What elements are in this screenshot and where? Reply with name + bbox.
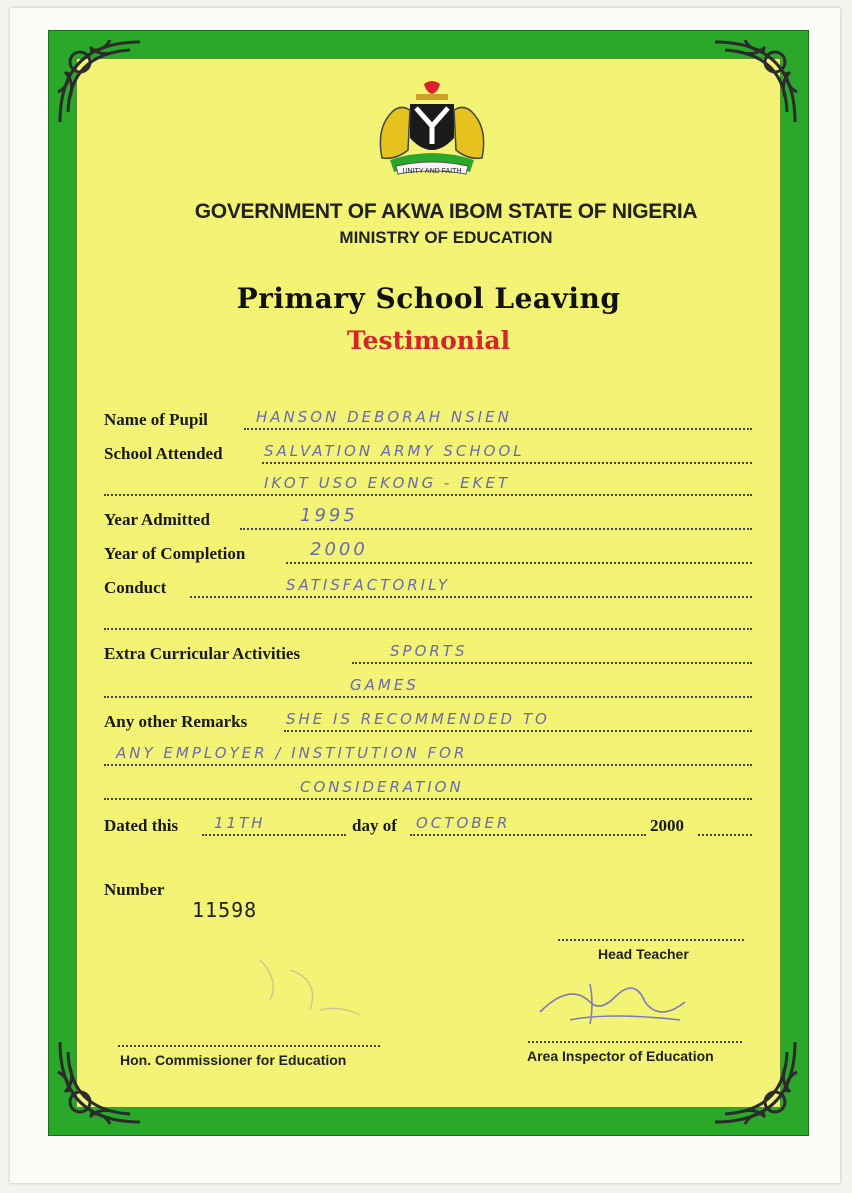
field-dated (104, 812, 752, 838)
field-label: Dated this (104, 816, 179, 835)
field-value: SALVATION ARMY SCHOOL (264, 442, 525, 460)
field-label: School Attended (104, 444, 223, 463)
crest-motto: UNITY AND FAITH (402, 168, 462, 175)
certificate-subtitle: Testimonial (346, 326, 511, 355)
field-other-remarks (104, 708, 752, 734)
field-value: SATISFACTORILY (286, 576, 451, 594)
field-dotted-line (286, 561, 752, 564)
ornament-bottom-right-icon (705, 1032, 805, 1132)
field-conduct-line-2 (104, 606, 752, 632)
field-year-of-completion (104, 540, 752, 566)
ornament-top-left-icon (50, 32, 150, 132)
field-label: Any other Remarks (104, 712, 248, 731)
field-label: Extra Curricular Activities (104, 644, 301, 663)
field-extra-curricular-line-2 (104, 674, 752, 700)
field-dotted-line (410, 833, 646, 836)
commissioner-label: Hon. Commissioner for Education (120, 1052, 347, 1068)
field-dotted-line (104, 797, 752, 800)
field-dotted-line (104, 695, 752, 698)
field-value: OCTOBER (416, 814, 511, 832)
field-name-of-pupil (104, 406, 752, 432)
field-dotted-line (202, 833, 346, 836)
field-dotted-line (284, 729, 752, 732)
ministry-title: MINISTRY OF EDUCATION (339, 228, 553, 247)
field-dotted-line (352, 661, 752, 664)
field-value-year: 2000 (650, 816, 684, 835)
field-value: 1995 (300, 505, 358, 526)
area-inspector-label: Area Inspector of Education (527, 1048, 714, 1064)
field-dotted-line (104, 493, 752, 496)
field-dotted-line (190, 595, 752, 598)
field-value: 2000 (310, 539, 368, 560)
head-teacher-label: Head Teacher (598, 946, 689, 962)
field-dotted-line (244, 427, 752, 430)
field-dotted-line (104, 627, 752, 630)
commissioner-faint-stamp-icon (230, 950, 380, 1030)
field-value: HANSON DEBORAH NSIEN (256, 408, 512, 426)
ornament-bottom-left-icon (50, 1032, 150, 1132)
field-value: CONSIDERATION (300, 778, 464, 796)
field-dotted-line (262, 461, 752, 464)
field-value: 11TH (214, 814, 266, 832)
field-year-admitted (104, 506, 752, 532)
field-value: GAMES (350, 676, 419, 694)
field-label: Conduct (104, 578, 167, 597)
field-label: Year Admitted (104, 510, 210, 529)
field-other-remarks-line-3 (104, 776, 752, 802)
field-conduct (104, 574, 752, 600)
field-label: Name of Pupil (104, 410, 208, 429)
field-school-attended-line-2 (104, 472, 752, 498)
field-value: ANY EMPLOYER / INSTITUTION FOR (116, 744, 468, 762)
field-other-remarks-line-2 (104, 742, 752, 768)
inspector-signature-icon (530, 972, 700, 1034)
number-value: 11598 (192, 898, 258, 922)
field-value: SPORTS (390, 642, 468, 660)
field-label: day of (352, 816, 397, 835)
inspector-signature-line (528, 1040, 742, 1043)
ornament-top-right-icon (705, 32, 805, 132)
field-value: IKOT USO EKONG - EKET (264, 474, 511, 492)
commissioner-signature-line (118, 1044, 380, 1047)
head-teacher-signature-line (558, 938, 744, 941)
field-school-attended (104, 440, 752, 466)
field-extra-curricular (104, 640, 752, 666)
government-title: GOVERNMENT OF AKWA IBOM STATE OF NIGERIA (194, 200, 698, 223)
field-dotted-line (240, 527, 752, 530)
field-dotted-line (104, 763, 752, 766)
number-label: Number (104, 880, 165, 899)
certificate-title: Primary School Leaving (236, 282, 621, 315)
field-dotted-line (698, 833, 752, 836)
field-value: SHE IS RECOMMENDED TO (286, 710, 550, 728)
field-label: Year of Completion (104, 544, 246, 563)
